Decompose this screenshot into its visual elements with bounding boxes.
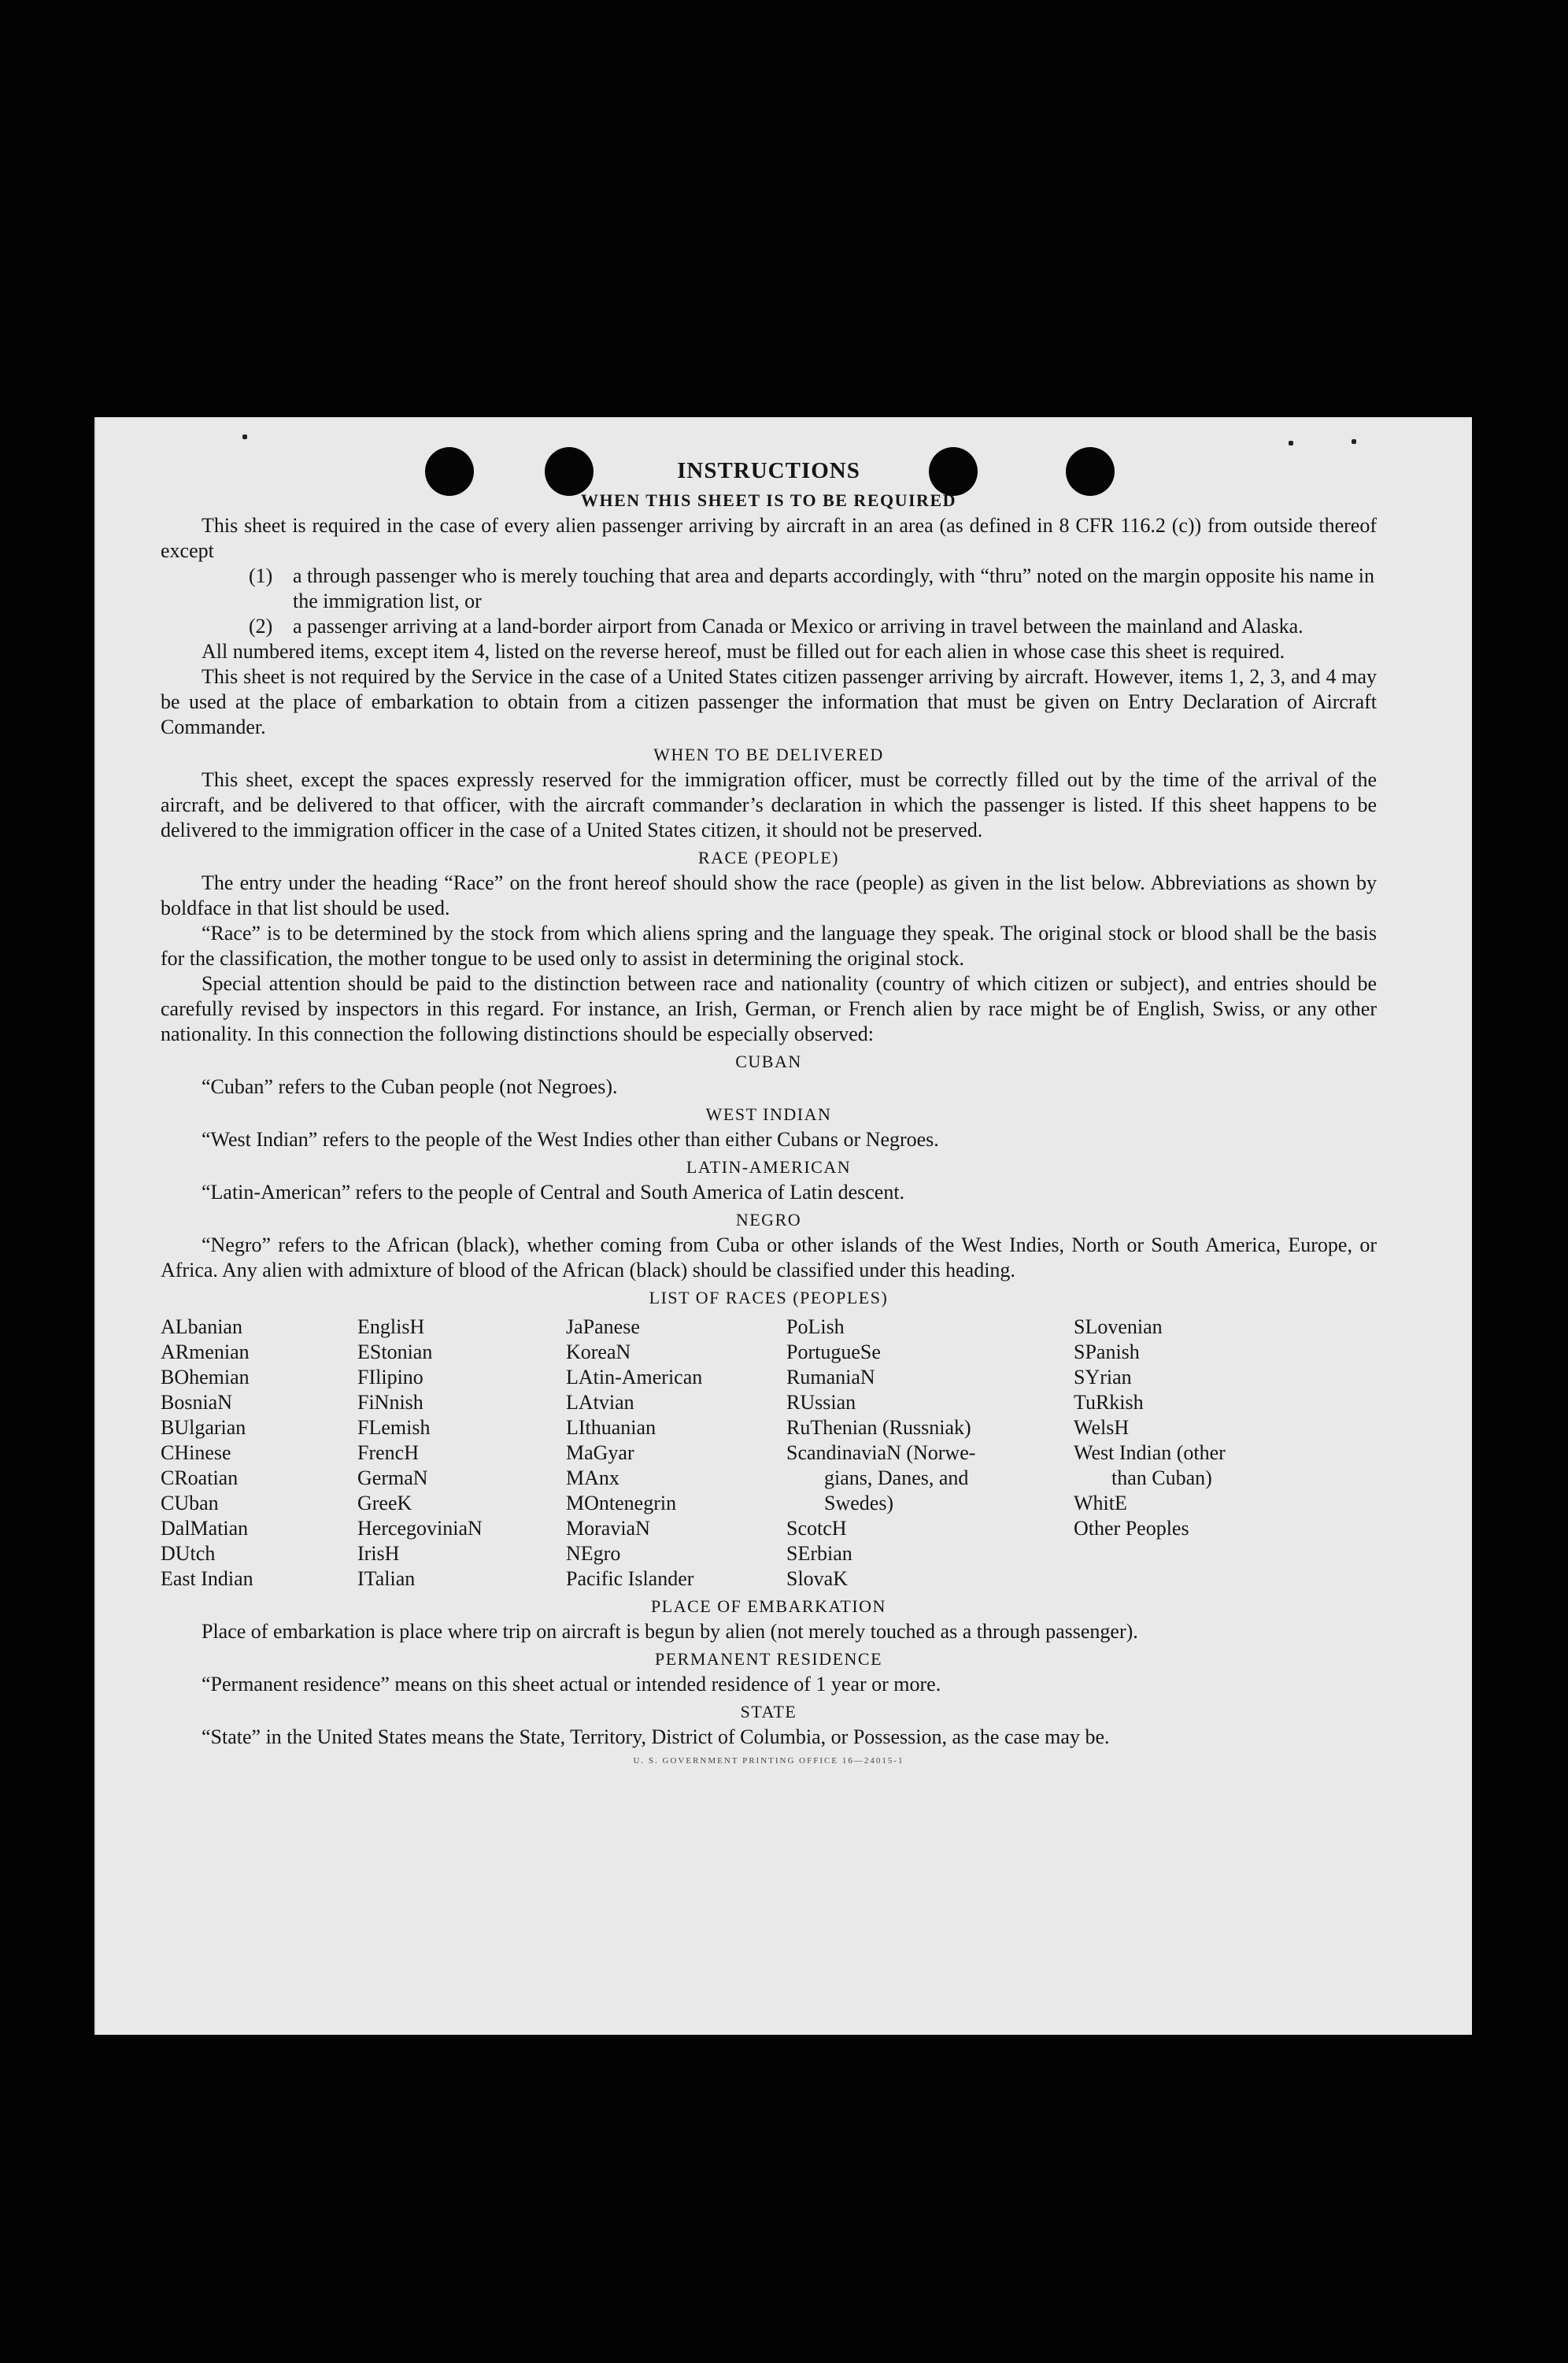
races-column [786, 1315, 1074, 1592]
race-entry: DalMatian [161, 1517, 249, 1540]
race-entry: WhitE [1074, 1492, 1127, 1514]
paragraph: Special attention should be paid to the distinction between race and nationality (country of which citizen or subject), and entries should be carefully revised by inspectors in this regard. For instance, an Irish, German, or French alien by race might be of English, Swiss, or any other nationality. In this connection the following distinctions should be especially observed: [161, 972, 1377, 1045]
race-entry: ALbanian [161, 1315, 242, 1338]
race-entry: MAnx [566, 1466, 619, 1489]
item-number: (2) [249, 615, 273, 638]
race-entry: MaGyar [566, 1441, 634, 1464]
race-entry: East Indian [161, 1567, 253, 1590]
race-entry: LIthuanian [566, 1416, 656, 1439]
race-entry: SlovaK [786, 1567, 848, 1590]
paragraph: “Permanent residence” means on this sheet actual or intended residence of 1 year or more. [202, 1673, 941, 1696]
section-heading: NEGRO [735, 1210, 802, 1230]
race-entry: CHinese [161, 1441, 231, 1464]
paragraph: This sheet, except the spaces expressly reserved for the immigration officer, must be correctly filled out by the time of the arrival of the aircraft, and be delivered to that officer, with the aircraft commander’s declaration in which the passenger is listed. If this sheet happens to be delivered to the immigration officer in the case of a United States citizen, it should not be preserved. [161, 768, 1377, 841]
section-heading: LATIN-AMERICAN [686, 1157, 852, 1177]
race-entry: gians, Danes, and [824, 1466, 969, 1489]
race-entry: DUtch [161, 1542, 216, 1565]
section-heading: PLACE OF EMBARKATION [651, 1596, 886, 1616]
race-entry: IrisH [357, 1542, 400, 1565]
document-title: INSTRUCTIONS [677, 458, 860, 483]
race-entry: EStonian [357, 1341, 433, 1363]
section-heading: WHEN THIS SHEET IS TO BE REQUIRED [580, 490, 957, 510]
race-entry: LAtin-American [566, 1366, 703, 1389]
paragraph: “State” in the United States means the State, Territory, District of Columbia, or Possession, as the case may be. [202, 1725, 1110, 1748]
race-entry: MOntenegrin [566, 1492, 677, 1514]
section-heading: WEST INDIAN [705, 1104, 832, 1124]
race-entry: Swedes) [824, 1492, 894, 1514]
race-entry: GermaN [357, 1466, 428, 1489]
section-heading: WHEN TO BE DELIVERED [653, 745, 884, 764]
paper-mark [1352, 439, 1356, 444]
race-entry: GreeK [357, 1492, 412, 1514]
race-entry: MoraviaN [566, 1517, 650, 1540]
paragraph: “Negro” refers to the African (black), whether coming from Cuba or other islands of the West Indies, North or South America, Europe, or Africa. Any alien with admixture of blood of the African (black) should be classified under this heading. [161, 1233, 1377, 1281]
race-entry: ScandinaviaN (Norwe- [786, 1441, 976, 1464]
races-column [566, 1315, 786, 1592]
paragraph: “West Indian” refers to the people of the West Indies other than either Cubans or Negroes. [202, 1128, 939, 1151]
paragraph: All numbered items, except item 4, listed on the reverse hereof, must be filled out for each alien in whose case this sheet is required. [202, 640, 1285, 663]
race-entry: FLemish [357, 1416, 431, 1439]
item-text: a through passenger who is merely touching that area and departs accordingly, with “thru” noted on the margin opposite his name in the immigration list, or [293, 564, 1375, 612]
paragraph: This sheet is required in the case of every alien passenger arriving by aircraft in an area (as defined in 8 CFR 116.2 (c)) from outside thereof except [161, 514, 1377, 562]
race-entry: SYrian [1074, 1366, 1132, 1389]
race-entry: BUlgarian [161, 1416, 246, 1439]
paper-mark [242, 435, 247, 439]
race-entry: Other Peoples [1074, 1517, 1189, 1540]
item-number: (1) [249, 564, 273, 587]
race-entry: than Cuban) [1111, 1466, 1212, 1489]
race-entry: SLovenian [1074, 1315, 1163, 1338]
item-text: a passenger arriving at a land-border airport from Canada or Mexico or arriving in travel between the mainland and Alaska. [293, 615, 1304, 638]
races-table [161, 1315, 1377, 1592]
paper-mark [1289, 441, 1293, 446]
race-entry: PoLish [786, 1315, 845, 1338]
race-entry: WelsH [1074, 1416, 1130, 1439]
section-heading: CUBAN [735, 1052, 802, 1071]
races-column [1074, 1315, 1302, 1592]
race-entry: Pacific Islander [566, 1567, 694, 1590]
race-entry: SPanish [1074, 1341, 1140, 1363]
paragraph: Place of embarkation is place where trip on aircraft is begun by alien (not merely touched as a through passenger). [202, 1620, 1138, 1643]
section-heading: PERMANENT RESIDENCE [654, 1649, 883, 1669]
race-entry: BosniaN [161, 1391, 232, 1414]
paragraph: The entry under the heading “Race” on the front hereof should show the race (people) as given in the list below. Abbreviations as shown by boldface in that list should be used. [161, 871, 1377, 919]
race-entry: LAtvian [566, 1391, 634, 1414]
race-entry: KoreaN [566, 1341, 631, 1363]
list-item [161, 614, 1377, 639]
race-entry: SErbian [786, 1542, 852, 1565]
race-entry: West Indian (other [1074, 1441, 1226, 1464]
race-entry: RumaniaN [786, 1366, 875, 1389]
race-entry: FiNnish [357, 1391, 423, 1414]
paragraph: “Cuban” refers to the Cuban people (not Negroes). [202, 1075, 618, 1098]
race-entry: EnglisH [357, 1315, 425, 1338]
race-entry: ARmenian [161, 1341, 250, 1363]
section-heading: STATE [740, 1702, 797, 1721]
race-entry: FrencH [357, 1441, 419, 1464]
race-entry: FIlipino [357, 1366, 423, 1389]
race-entry: BOhemian [161, 1366, 250, 1389]
race-entry: RuThenian (Russniak) [786, 1416, 971, 1439]
race-entry: ScotcH [786, 1517, 847, 1540]
race-entry: PortugueSe [786, 1341, 881, 1363]
race-entry: HercegoviniaN [357, 1517, 483, 1540]
race-entry: RUssian [786, 1391, 856, 1414]
paragraph: This sheet is not required by the Service in the case of a United States citizen passenger arriving by aircraft. However, items 1, 2, 3, and 4 may be used at the place of embarkation to obtain from a citizen passenger the information that must be given on Entry Declaration of Aircraft Commander. [161, 665, 1377, 738]
section-heading: RACE (PEOPLE) [698, 848, 839, 867]
printer-imprint: U. S. GOVERNMENT PRINTING OFFICE 16—24015-1 [633, 1756, 904, 1766]
race-entry: CRoatian [161, 1466, 239, 1489]
race-entry: TuRkish [1074, 1391, 1144, 1414]
exception-list [161, 564, 1377, 639]
paragraph: “Latin-American” refers to the people of Central and South America of Latin descent. [202, 1181, 905, 1204]
races-column [357, 1315, 566, 1592]
race-entry: ITalian [357, 1567, 416, 1590]
races-heading: LIST OF RACES (PEOPLES) [649, 1288, 889, 1307]
race-entry: CUban [161, 1492, 219, 1514]
race-entry: NEgro [566, 1542, 621, 1565]
instruction-sheet [94, 417, 1472, 2035]
list-item [161, 564, 1377, 614]
document-body [161, 458, 1377, 1766]
race-entry: JaPanese [566, 1315, 640, 1338]
paragraph: “Race” is to be determined by the stock from which aliens spring and the language they speak. The original stock or blood shall be the basis for the classification, the mother tongue to be used only to assist in determining the original stock. [161, 922, 1377, 970]
races-column [161, 1315, 357, 1592]
